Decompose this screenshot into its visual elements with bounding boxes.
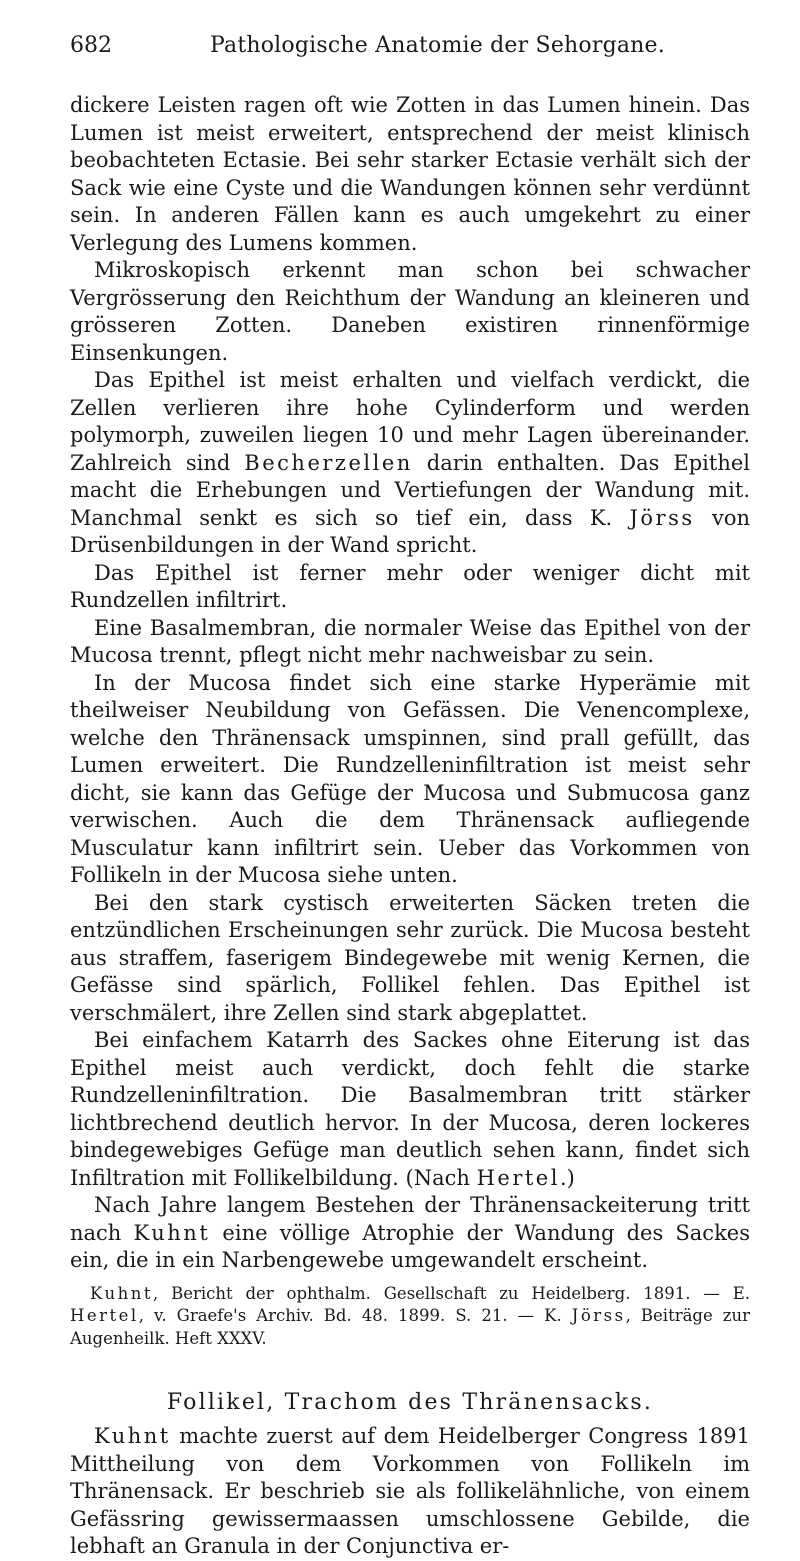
paragraph-hyperaemie: In der Mucosa findet sich eine starke Hyperämie mit theilweiser Neubildung von Gefässen. Die Venencomplexe, welche den Thränensack umspinnen, sind prall gefüllt, das Lumen erweitert. Die Rundzelleninfiltration ist meist sehr dicht, sie kann das Gefüge der Mucosa und Submucosa ganz verwischen. Auch die dem Thränensack aufliegende Musculatur kann infiltrirt sein. Ueber das Vorkommen von Follikeln in der Mucosa siehe unten.: [70, 670, 750, 887]
page-header: [70, 33, 750, 73]
paragraph-lumen: dickere Leisten ragen oft wie Zotten in das Lumen hinein. Das Lumen ist meist erweitert, entsprechend der meist klinisch beobachteten Ectasie. Bei sehr starker Ectasie verhält sich der Sack wie eine Cyste und die Wandungen können sehr verdünnt sein. In anderen Fällen kann es auch umgekehrt zu einer Verlegung des Lumens kommen.: [70, 93, 750, 255]
footnote-references: [70, 1283, 750, 1351]
paragraph-mikroskopisch: Mikroskopisch erkennt man schon bei schwacher Vergrösserung den Reichthum der Wandung an kleineren und grösseren Zotten. Daneben existiren rinnenförmige Einsenkungen.: [70, 258, 750, 365]
author-name: Jörss: [629, 505, 695, 530]
author-name: Kuhnt: [94, 1424, 171, 1448]
author-name: Hertel: [70, 1306, 139, 1325]
paragraph-text: .): [559, 1165, 575, 1190]
paragraph-text: darin enthalten. Das Epithel macht die Erhebungen und Vertiefungen der Wandung mit. Manchmal senkt es sich so tief ein, dass K.: [70, 450, 750, 530]
paragraph-text: Das Epithel ist meist erhalten und vielfach verdickt, die Zellen verlieren ihre hohe Cylinderform und werden polymorph, zuweilen liegen 10 und mehr Lagen übereinander. Zahlreich sind: [70, 368, 750, 475]
paragraph-text: machte zuerst auf dem Heidelberger Congress 1891 Mittheilung von dem Vorkommen von Follikeln im Thränensack. Er beschrieb sie als follikelähnliche, von einem Gefässring gewissermaassen umschlossene Gebilde, die lebhaft an Granula in der Conjunctiva er-: [70, 1424, 750, 1558]
author-name: Hertel: [476, 1165, 560, 1190]
footnote-text: , v. Graefe's Archiv. Bd. 48. 1899. S. 21. — K.: [138, 1306, 572, 1325]
paragraph-text: von Drüsenbildungen in der Wand spricht.: [70, 505, 750, 557]
paragraph-text: Bei einfachem Katarrh des Sackes ohne Eiterung ist das Epithel meist auch verdickt, doch fehlt die starke Rundzelleninfiltration. Die Basalmembran tritt stärker lichtbrechend deutlich hervor. In der Mucosa, deren lockeres bindegewebiges Gefüge man deutlich sehen kann, findet sich Infiltration mit Follikelbildung. (Nach: [70, 1028, 750, 1190]
footnote-text: , Bericht der ophthalm. Gesellschaft zu Heidelberg. 1891. — E.: [152, 1283, 750, 1303]
paragraph-katarrh: [70, 1027, 750, 1192]
paragraph-basalmembran: Eine Basalmembran, die normaler Weise das Epithel von der Mucosa trennt, pflegt nicht mehr nachweisbar zu sein.: [70, 615, 750, 667]
paragraph-cystisch: Bei den stark cystisch erweiterten Säcken treten die entzündlichen Erscheinungen sehr zurück. Die Mucosa besteht aus straffem, faserigem Bindegewebe mit wenig Kernen, die Gefässe sind spärlich, Follikel fehlen. Das Epithel ist verschmälert, ihre Zellen sind stark abgeplattet.: [70, 890, 750, 1025]
paragraph-text: eine völlige Atrophie der Wandung des Sackes ein, die in ein Narbengewebe umgewandelt erscheint.: [70, 1220, 750, 1272]
body-text: [70, 92, 750, 1561]
author-name: Kuhnt: [90, 1283, 153, 1303]
page-number: 682: [70, 33, 112, 58]
running-title: Pathologische Anatomie der Sehorgane.: [210, 33, 665, 58]
paragraph-follikel: [70, 1423, 750, 1561]
footnote-text: , Beiträge zur Augenheilk. Heft XXXV.: [70, 1306, 750, 1348]
paragraph-epithel: [70, 367, 750, 560]
paragraph-text: Nach Jahre langem Bestehen der Thränensackeiterung tritt nach: [70, 1193, 750, 1245]
author-name: Jörss: [571, 1306, 626, 1325]
author-name: Kuhnt: [133, 1220, 211, 1245]
emphasized-term: Becherzellen: [244, 450, 413, 475]
section-heading: Follikel, Trachom des Thränensacks.: [166, 1390, 654, 1415]
paragraph-rundzellen: Das Epithel ist ferner mehr oder weniger dicht mit Rundzellen infiltrirt.: [70, 560, 750, 612]
paragraph-atrophie: [70, 1192, 750, 1275]
